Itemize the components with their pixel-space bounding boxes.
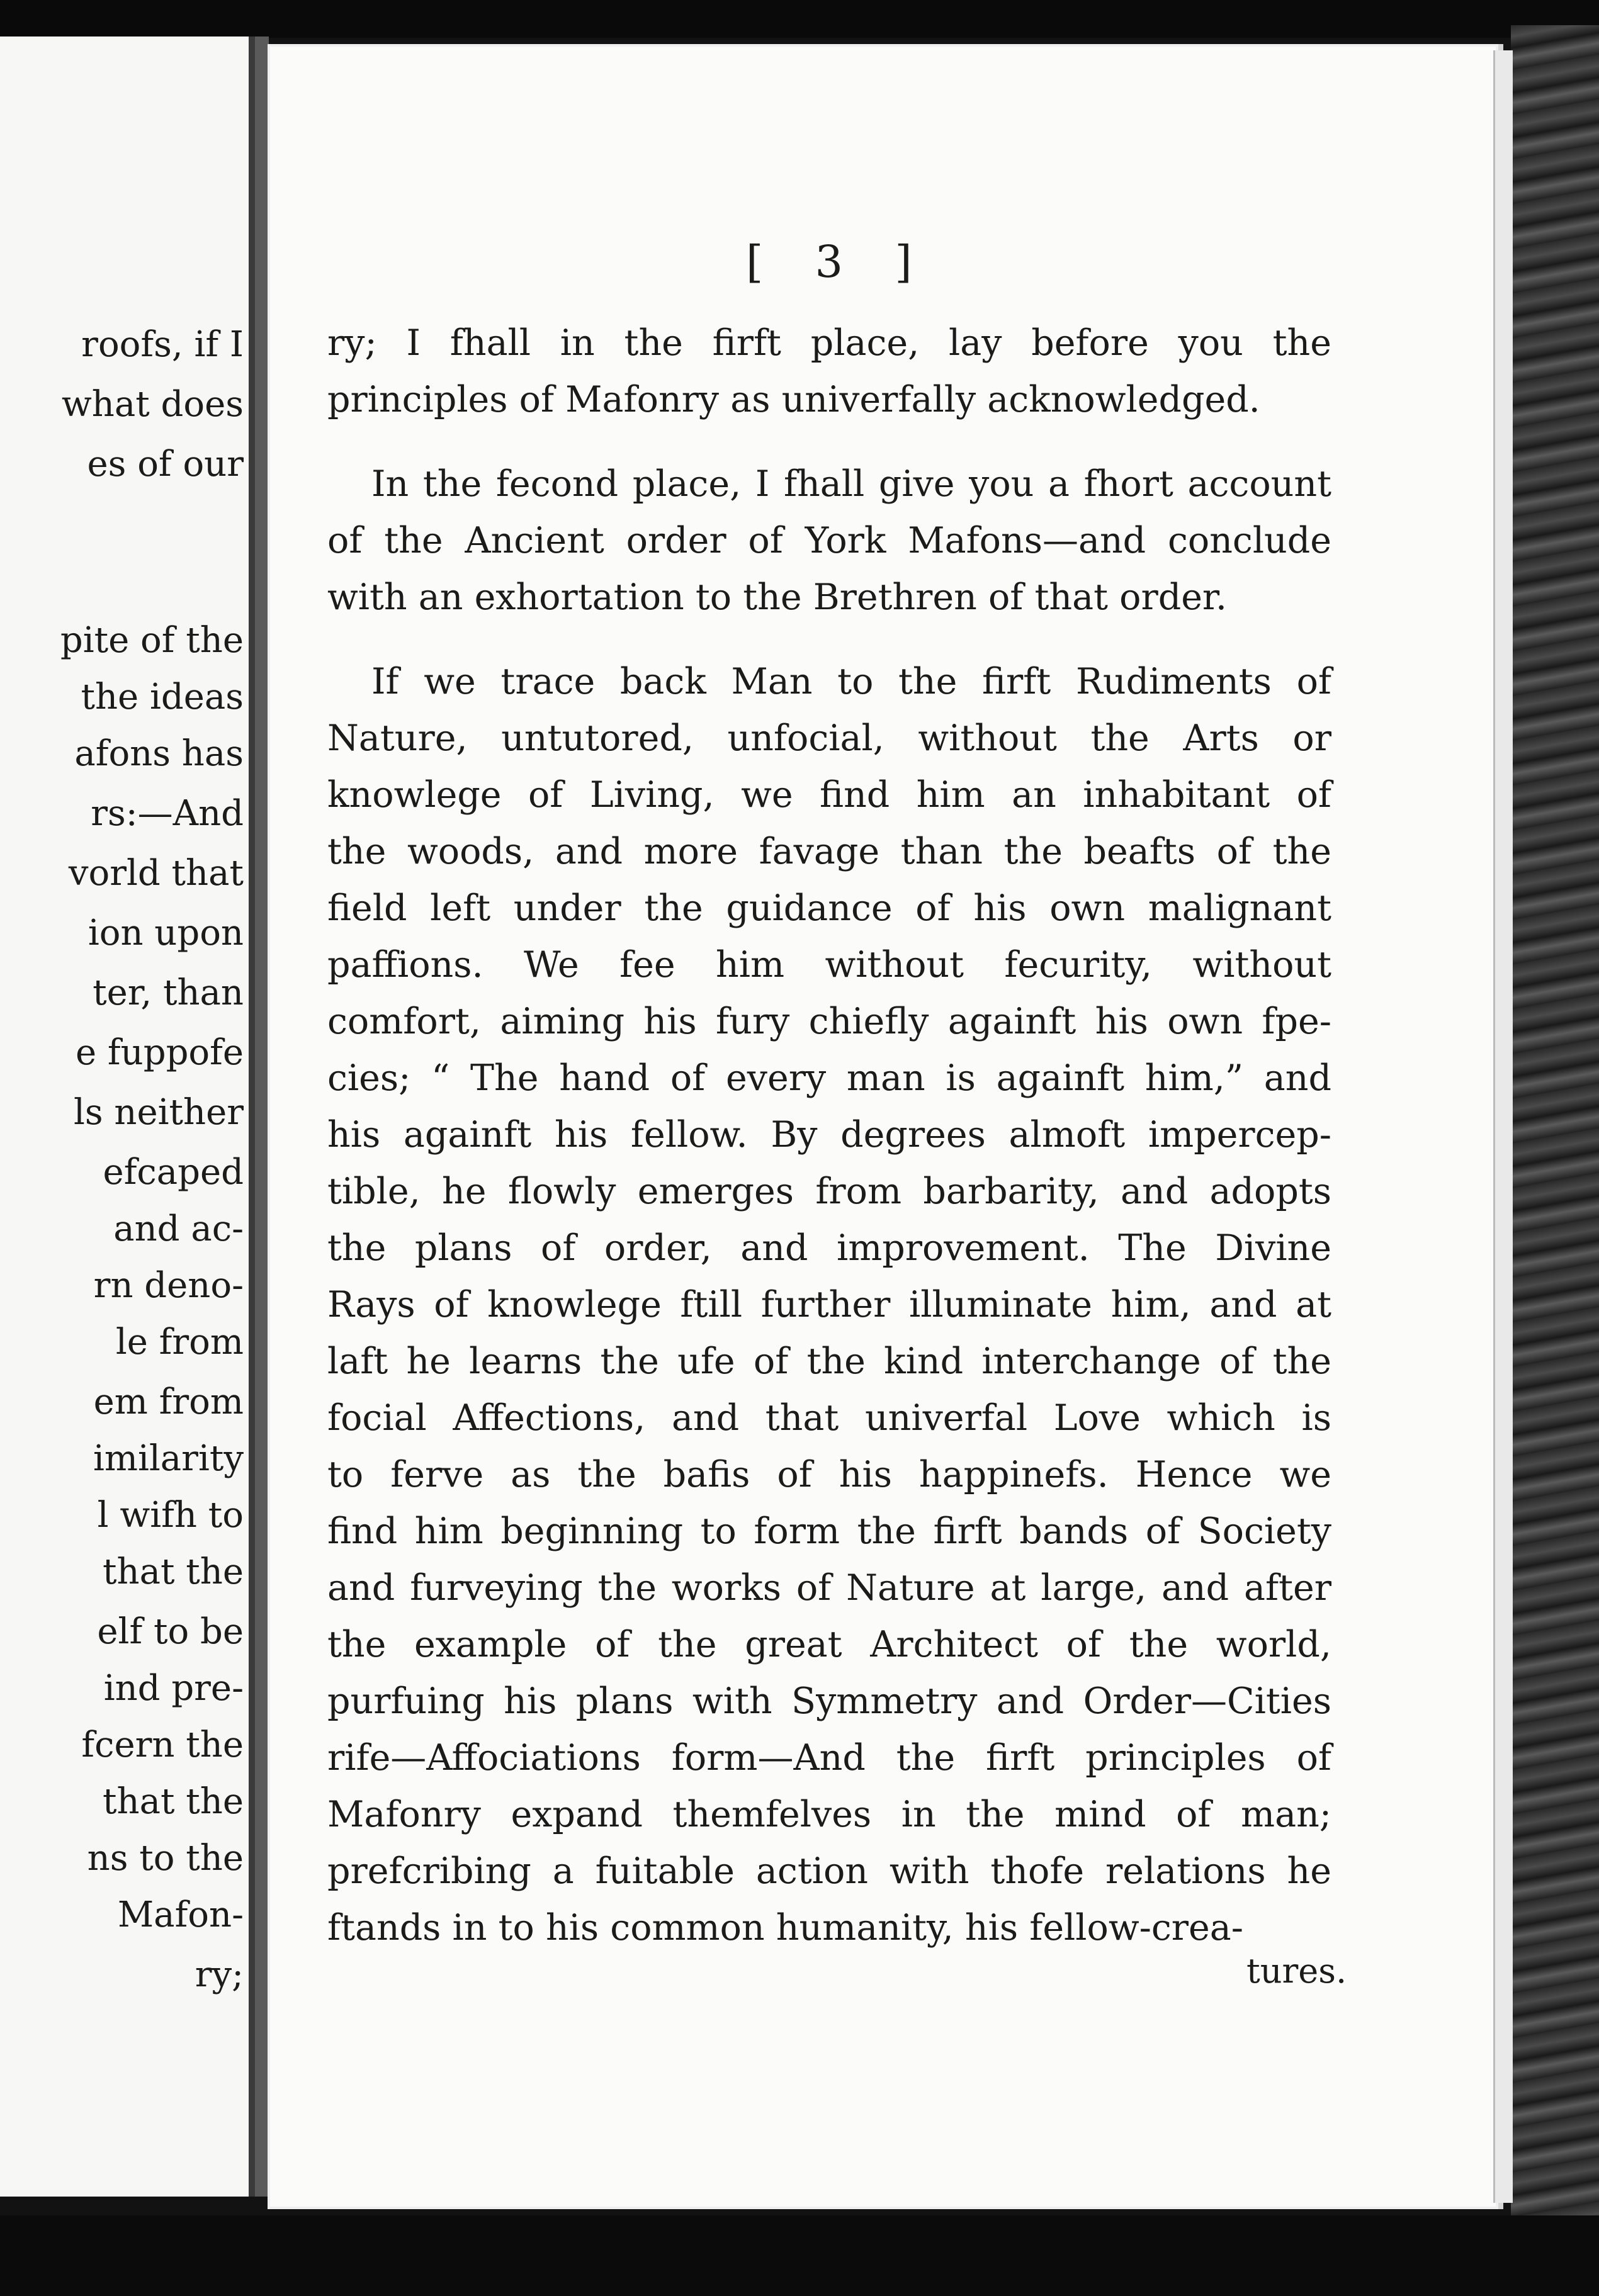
left-page-line: elf to be: [97, 1611, 244, 1652]
scan-border-bottom: [0, 2215, 1599, 2296]
text-line: rife—Affociations form—And the firft principles of: [327, 1737, 1331, 1779]
page-number: [ 3 ]: [746, 236, 931, 288]
text-line: and furveying the works of Nature at large, and after: [327, 1567, 1331, 1609]
text-line: Nature, untutored, unfocial, without the Arts or: [327, 718, 1331, 759]
left-page-line: em from: [93, 1382, 244, 1422]
left-page-line: fcern the: [81, 1725, 244, 1765]
left-page-line: es of our: [87, 444, 244, 485]
left-page-line: afons has: [74, 733, 244, 774]
text-line: field left under the guidance of his own malignant: [327, 887, 1331, 929]
page-edge: [1493, 50, 1513, 2203]
left-page-line: ion upon: [88, 913, 244, 954]
left-page-line: ind pre-: [103, 1668, 244, 1709]
text-line: knowlege of Living, we find him an inhabitant of: [327, 774, 1331, 816]
left-page-line: what does: [61, 384, 244, 425]
text-line: to ferve as the bafis of his happinefs. Hence we: [327, 1454, 1331, 1495]
left-page-line: vorld that: [68, 853, 244, 894]
text-line: In the fecond place, I fhall give you a fhort account: [371, 463, 1331, 505]
left-page-line: roofs, if I: [81, 324, 244, 365]
text-line: the plans of order, and improvement. The Divine: [327, 1227, 1331, 1269]
left-page-line: that the: [103, 1551, 244, 1592]
paragraph: [327, 456, 1331, 626]
left-page-line: pite of the: [60, 620, 244, 661]
left-page-line: imilarity: [93, 1438, 244, 1479]
left-page-line: ls neither: [73, 1092, 244, 1133]
left-page-line: rn deno-: [93, 1265, 244, 1306]
text-line: find him beginning to form the firft bands of Society: [327, 1511, 1331, 1552]
paragraph: [327, 315, 1331, 428]
left-page-line: rs:—And: [91, 793, 244, 834]
page-gutter: [255, 37, 269, 2197]
text-line: prefcribing a fuitable action with thofe relations he: [327, 1850, 1331, 1892]
left-page: [0, 37, 256, 2197]
left-page-line: efcaped: [103, 1152, 244, 1193]
left-page-line: ry;: [195, 1954, 244, 1995]
text-line: Rays of knowlege ftill further illuminate him, and at: [327, 1284, 1331, 1325]
text-line: cies; “ The hand of every man is againft him,” and: [327, 1057, 1331, 1099]
text-line: If we trace back Man to the firft Rudiments of: [371, 661, 1331, 702]
text-line: focial Affections, and that univerfal Love which is: [327, 1397, 1331, 1439]
left-page-line: ns to the: [87, 1838, 244, 1879]
text-line: with an exhortation to the Brethren of that order.: [327, 577, 1228, 618]
text-line: laft he learns the ufe of the kind interchange of the: [327, 1341, 1331, 1382]
scan-border-top: [0, 0, 1599, 38]
left-page-line: ter, than: [93, 972, 244, 1013]
book-binding-edge: [1511, 25, 1599, 2215]
text-line: of the Ancient order of York Mafons—and conclude: [327, 520, 1331, 561]
text-line: comfort, aiming his fury chiefly againft his own fpe-: [327, 1001, 1331, 1042]
text-line: the example of the great Architect of the world,: [327, 1624, 1331, 1665]
left-page-line: l wifh to: [97, 1495, 244, 1536]
text-line: ftands in to his common humanity, his fellow-crea-: [327, 1907, 1244, 1949]
text-line: ry; I fhall in the firft place, lay before you the: [327, 322, 1331, 364]
catchword: tures.: [1246, 1951, 1347, 1991]
text-line: paffions. We fee him without fecurity, without: [327, 944, 1331, 986]
paragraph: [327, 653, 1331, 1956]
text-line: Mafonry expand themfelves in the mind of man;: [327, 1794, 1331, 1835]
left-page-line: and ac-: [113, 1208, 244, 1249]
text-line: the woods, and more favage than the beafts of the: [327, 831, 1331, 872]
text-line: purfuing his plans with Symmetry and Order—Cities: [327, 1680, 1331, 1722]
text-line: principles of Mafonry as univerfally acknowledged.: [327, 379, 1260, 420]
text-line: his againft his fellow. By degrees almoft impercep-: [327, 1114, 1331, 1156]
left-page-line: e fuppofe: [75, 1032, 244, 1073]
left-page-line: Mafon-: [117, 1894, 244, 1935]
left-page-line: le from: [115, 1322, 244, 1363]
text-line: tible, he flowly emerges from barbarity, and adopts: [327, 1171, 1331, 1212]
left-page-line: the ideas: [81, 677, 244, 718]
body-text: [327, 315, 1331, 1956]
left-page-line: that the: [103, 1781, 244, 1822]
